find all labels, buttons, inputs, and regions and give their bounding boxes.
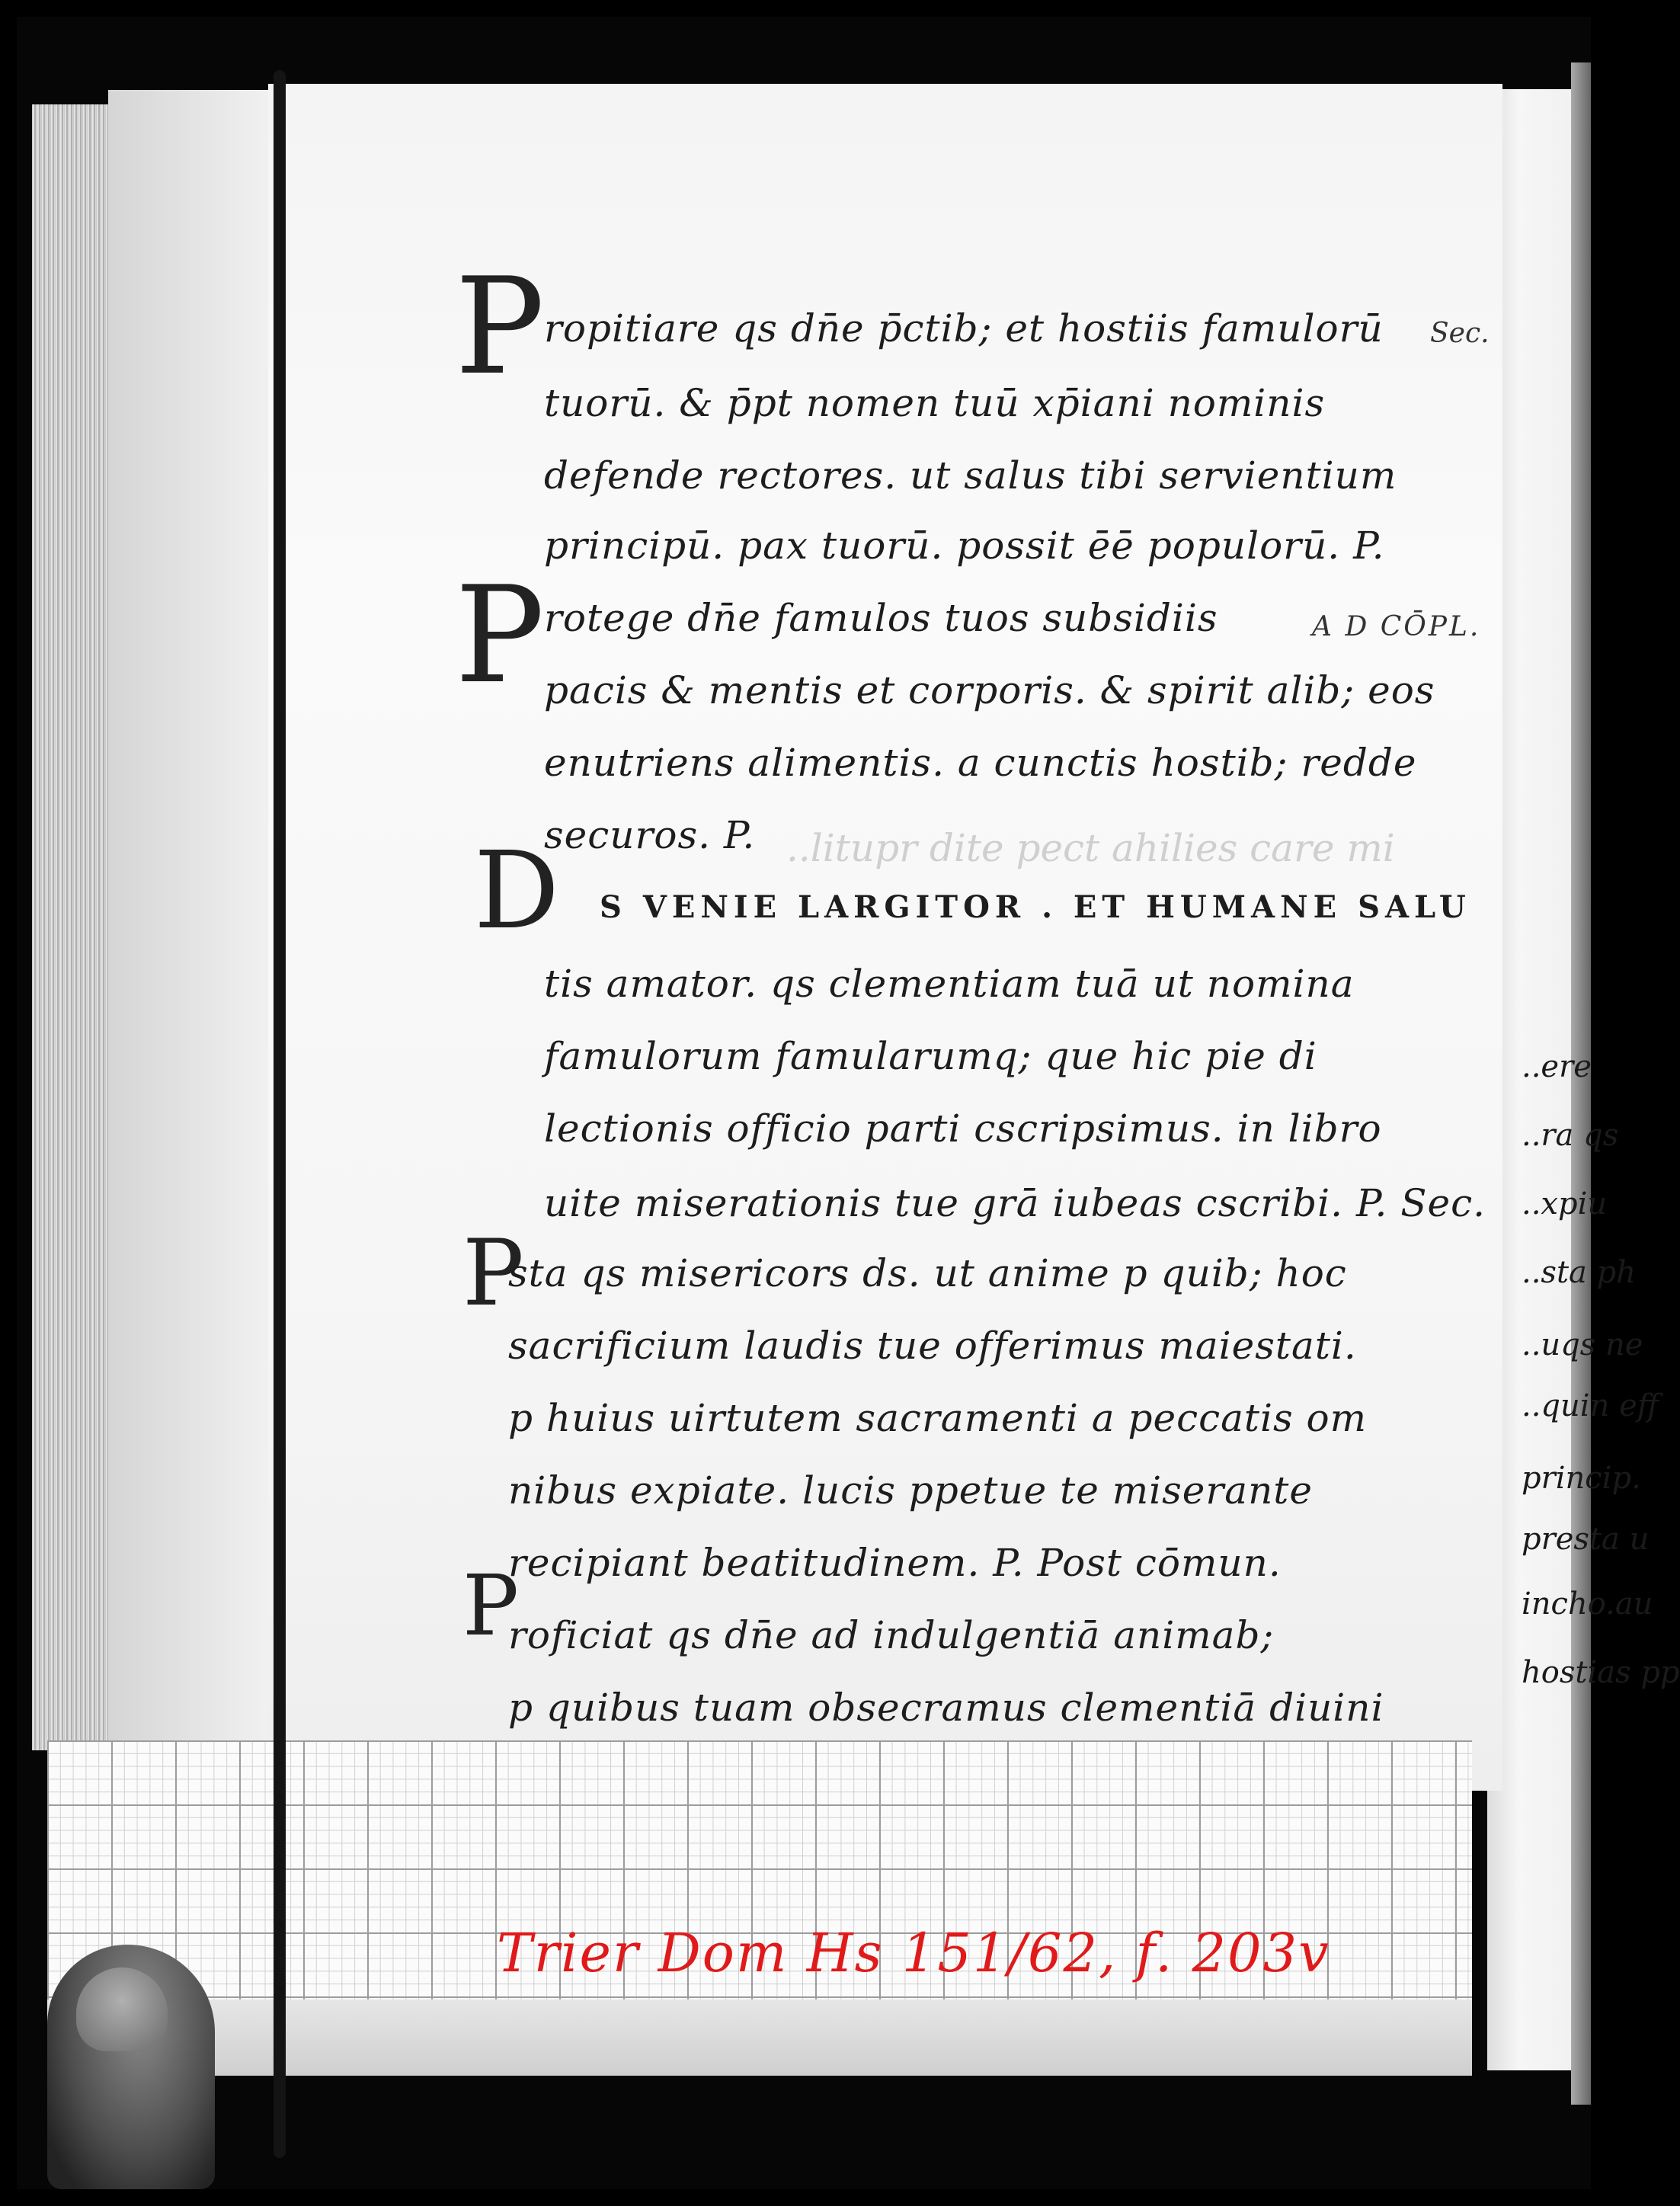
text-line: recipiant beatitudinem. P. Post cōmun.: [508, 1541, 1282, 1585]
text-line: rotege dn̄e famulos tuos subsidiis: [544, 596, 1218, 640]
text-line: principū. pax tuorū. possit ēē populorū. P.: [544, 523, 1385, 568]
elastic-band: [274, 70, 286, 2158]
text-line: roficiat qs dn̄e ad indulgentiā animab;: [508, 1613, 1275, 1657]
text-line: nibus expiate. lucis ppetue te miserante: [508, 1468, 1313, 1513]
initial-letter: P: [462, 1221, 524, 1327]
initial-letter: P: [455, 559, 545, 713]
text-line: defende rectores. ut salus tibi servientium: [544, 453, 1397, 498]
text-line: famulorum famularumq; que hic pie di: [544, 1034, 1317, 1078]
inner-margin-shade: [108, 90, 283, 1793]
margin-note-ad-copl: A D CŌPL.: [1312, 611, 1481, 642]
text-line: sta qs misericors ds. ut anime p quib; hoc: [508, 1251, 1347, 1295]
facing-text-line: incho.au: [1522, 1586, 1653, 1622]
text-line: lectionis officio parti cscripsimus. in libro: [544, 1106, 1382, 1151]
text-line: uite miserationis tue grā iubeas cscribi. P. Sec.: [544, 1181, 1486, 1225]
text-line: p quibus tuam obsecramus clementiā diuini: [508, 1686, 1384, 1730]
initial-letter: P: [462, 1557, 520, 1654]
facing-text-line: ..xpiu: [1522, 1186, 1608, 1221]
lower-page-edge: [47, 1999, 1472, 2076]
facing-text-line: ..quin eff: [1522, 1388, 1659, 1423]
margin-note-sec: Sec.: [1430, 318, 1490, 349]
text-line: securos. P.: [544, 813, 756, 857]
initial-letter: P: [455, 250, 545, 405]
facing-text-line: ..ra qs: [1522, 1118, 1619, 1153]
shelfmark-label: Trier Dom Hs 151/62, f. 203v: [497, 1922, 1330, 1984]
facing-text-line: presta u: [1522, 1522, 1650, 1557]
text-line: ropitiare qs dn̄e p̄ctib; et hostiis famulorū: [544, 306, 1384, 351]
text-line: tis amator. qs clementiam tuā ut nomina: [544, 962, 1355, 1006]
facing-text-line: ..ere: [1522, 1049, 1592, 1084]
thumbnail: [76, 1967, 168, 2051]
text-line: pacis & mentis et corporis. & spirit alib; eos: [544, 668, 1435, 712]
facing-text-line: hostias pp: [1522, 1655, 1680, 1690]
text-line: p huius uirtutem sacramenti a peccatis om: [508, 1396, 1368, 1440]
facing-text-line: princip.: [1522, 1461, 1641, 1496]
manuscript-photo: [17, 17, 1680, 2189]
initial-letter: D: [474, 829, 560, 953]
facing-text-line: ..uqs ne: [1522, 1327, 1643, 1362]
text-line: sacrificium laudis tue offerimus maiestati.: [508, 1324, 1357, 1368]
text-line: enutriens alimentis. a cunctis hostib; redde: [544, 741, 1417, 785]
show-through-text: ..litupr dite pect ahilies care mi: [786, 826, 1395, 870]
text-line: tuorū. & p̄pt nomen tuū xp̄iani nominis: [544, 381, 1326, 425]
text-line-capitals: S VENIE LARGITOR . ET HUMANE SALU: [600, 889, 1471, 925]
facing-text-line: ..sta ph: [1522, 1255, 1636, 1290]
